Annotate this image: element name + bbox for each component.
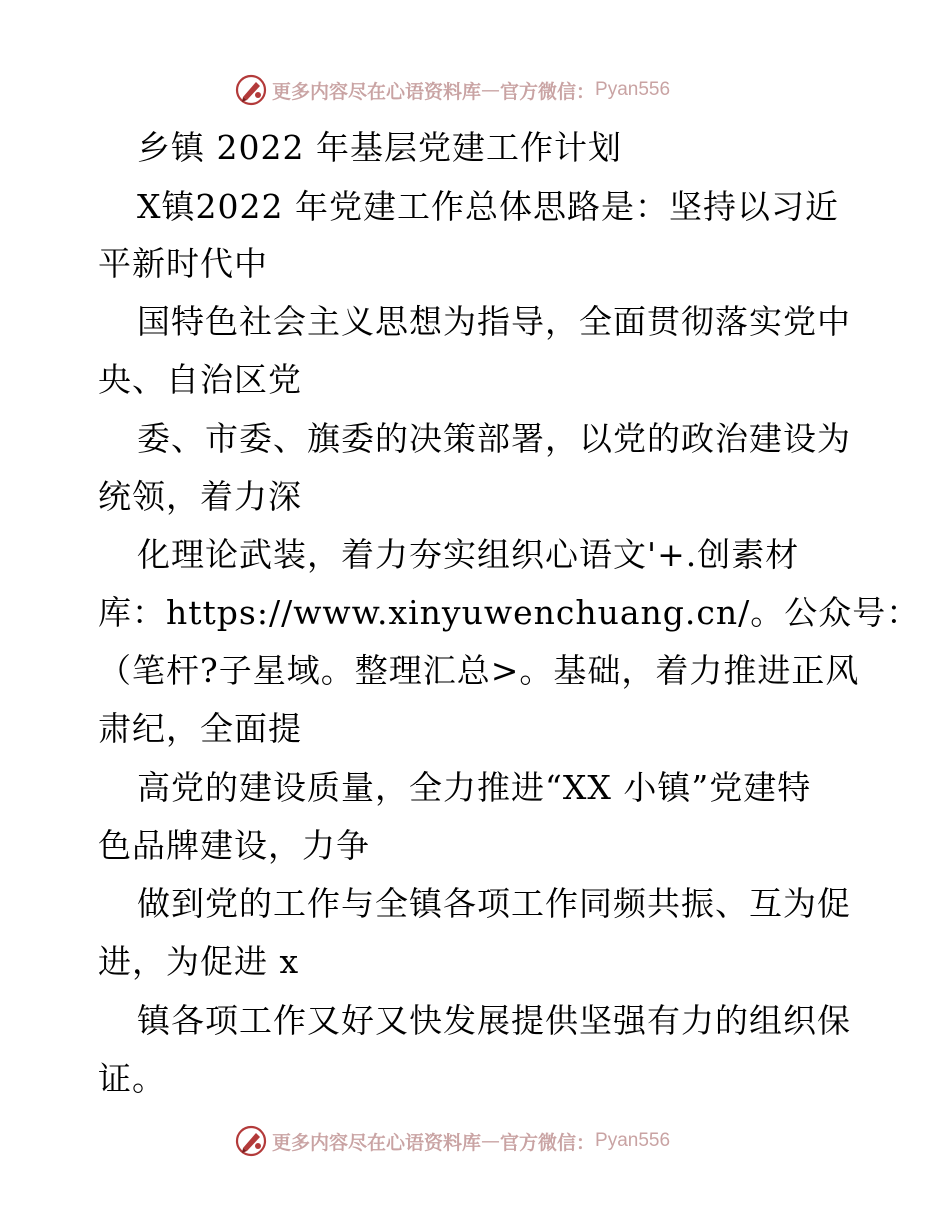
text-line: 库：https://www.xinyuwenchuang.cn/。公众号： <box>98 593 921 632</box>
banner-wechat-id: Pyan556 <box>595 1130 671 1151</box>
text-line: （笔杆?子星域。整理汇总>。基础，着力推进正风 <box>98 651 860 690</box>
text-line: 平新时代中 <box>98 244 268 283</box>
banner-separator: — <box>481 1130 501 1152</box>
text-line: 进，为促进 x <box>98 942 300 981</box>
banner-text: 更多内容尽在心语资料库 <box>272 80 482 103</box>
pen-logo-icon <box>234 1124 268 1158</box>
text-line: 化理论武装，着力夯实组织心语文'+.创素材 <box>137 535 800 574</box>
footer-watermark-banner <box>234 1124 670 1158</box>
banner-wechat-id: Pyan556 <box>595 79 671 100</box>
pen-logo-icon <box>234 73 268 107</box>
text-line: 做到党的工作与全镇各项工作同频共振、互为促 <box>137 884 851 923</box>
text-line: 统领，着力深 <box>98 477 302 516</box>
text-line: 色品牌建设，力争 <box>98 826 370 865</box>
header-watermark-banner <box>234 73 670 107</box>
text-line: 高党的建设质量，全力推进“XX 小镇”党建特 <box>137 768 812 807</box>
banner-wechat-label: 官方微信： <box>500 1131 596 1154</box>
banner-separator: — <box>481 79 501 101</box>
text-line: X镇2022 年党建工作总体思路是：坚持以习近 <box>137 187 839 226</box>
text-line: 肃纪，全面提 <box>98 709 302 748</box>
text-line: 镇各项工作又好又快发展提供坚强有力的组织保 <box>137 1001 851 1040</box>
document-title: 乡镇 2022 年基层党建工作计划 <box>137 128 622 167</box>
text-line: 证。 <box>98 1059 166 1098</box>
text-line: 央、自治区党 <box>98 360 302 399</box>
text-line: 委、市委、旗委的决策部署，以党的政治建设为 <box>137 419 851 458</box>
banner-wechat-label: 官方微信： <box>500 80 596 103</box>
text-line: 国特色社会主义思想为指导，全面贯彻落实党中 <box>137 302 851 341</box>
banner-text: 更多内容尽在心语资料库 <box>272 1131 482 1154</box>
